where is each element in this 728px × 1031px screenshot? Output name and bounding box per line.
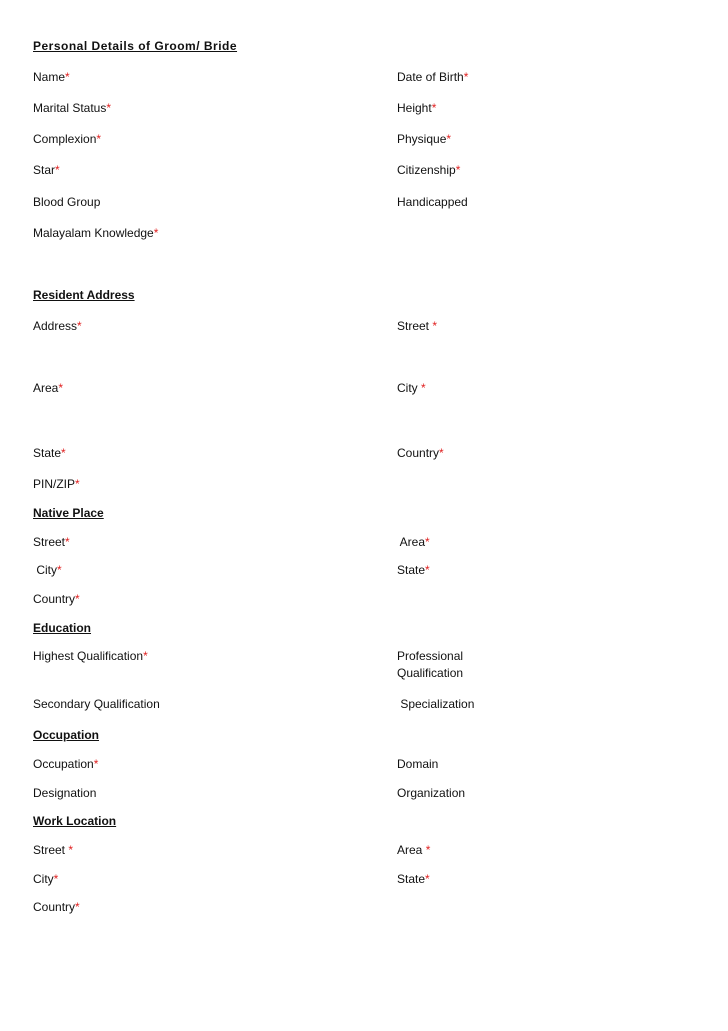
professional-qualification-label: Professional Qualification [397, 649, 464, 680]
height-label: Height* [397, 101, 437, 115]
work-location-heading: Work Location [33, 814, 117, 828]
page-title: Personal Details of Groom/ Bride [33, 39, 238, 53]
work-area-label: Area * [397, 843, 431, 857]
marital-status-label: Marital Status* [33, 101, 112, 115]
star-label: Star* [33, 163, 60, 177]
blood-group-label: Blood Group [33, 195, 101, 209]
specialization-label: Specialization [397, 697, 475, 711]
designation-label: Designation [33, 786, 97, 800]
domain-label: Domain [397, 757, 439, 771]
organization-label: Organization [397, 786, 466, 800]
occupation-label: Occupation* [33, 757, 99, 771]
work-country-label: Country* [33, 900, 80, 914]
native-country-label: Country* [33, 592, 80, 606]
physique-label: Physique* [397, 132, 452, 146]
resident-city-label: City * [397, 381, 426, 395]
native-place-heading: Native Place [33, 506, 104, 520]
resident-address-label: Address* [33, 319, 82, 333]
handicapped-label: Handicapped [397, 195, 468, 209]
resident-area-label: Area* [33, 381, 64, 395]
resident-street-label: Street * [397, 319, 438, 333]
highest-qualification-label: Highest Qualification* [33, 649, 148, 663]
malayalam-knowledge-label: Malayalam Knowledge* [33, 226, 159, 240]
resident-address-heading: Resident Address [33, 288, 135, 302]
native-city-label: City* [33, 563, 62, 577]
name-label: Name* [33, 70, 70, 84]
resident-pin-zip-label: PIN/ZIP* [33, 477, 80, 491]
native-area-label: Area* [397, 535, 430, 549]
complexion-label: Complexion* [33, 132, 102, 146]
citizenship-label: Citizenship* [397, 163, 461, 177]
date-of-birth-label: Date of Birth* [397, 70, 469, 84]
native-state-label: State* [397, 563, 430, 577]
occupation-heading: Occupation [33, 728, 100, 742]
work-state-label: State* [397, 872, 430, 886]
resident-country-label: Country* [397, 446, 444, 460]
education-heading: Education [33, 621, 92, 635]
work-street-label: Street * [33, 843, 74, 857]
work-city-label: City* [33, 872, 59, 886]
resident-state-label: State* [33, 446, 66, 460]
native-street-label: Street* [33, 535, 70, 549]
secondary-qualification-label: Secondary Qualification [33, 697, 160, 711]
